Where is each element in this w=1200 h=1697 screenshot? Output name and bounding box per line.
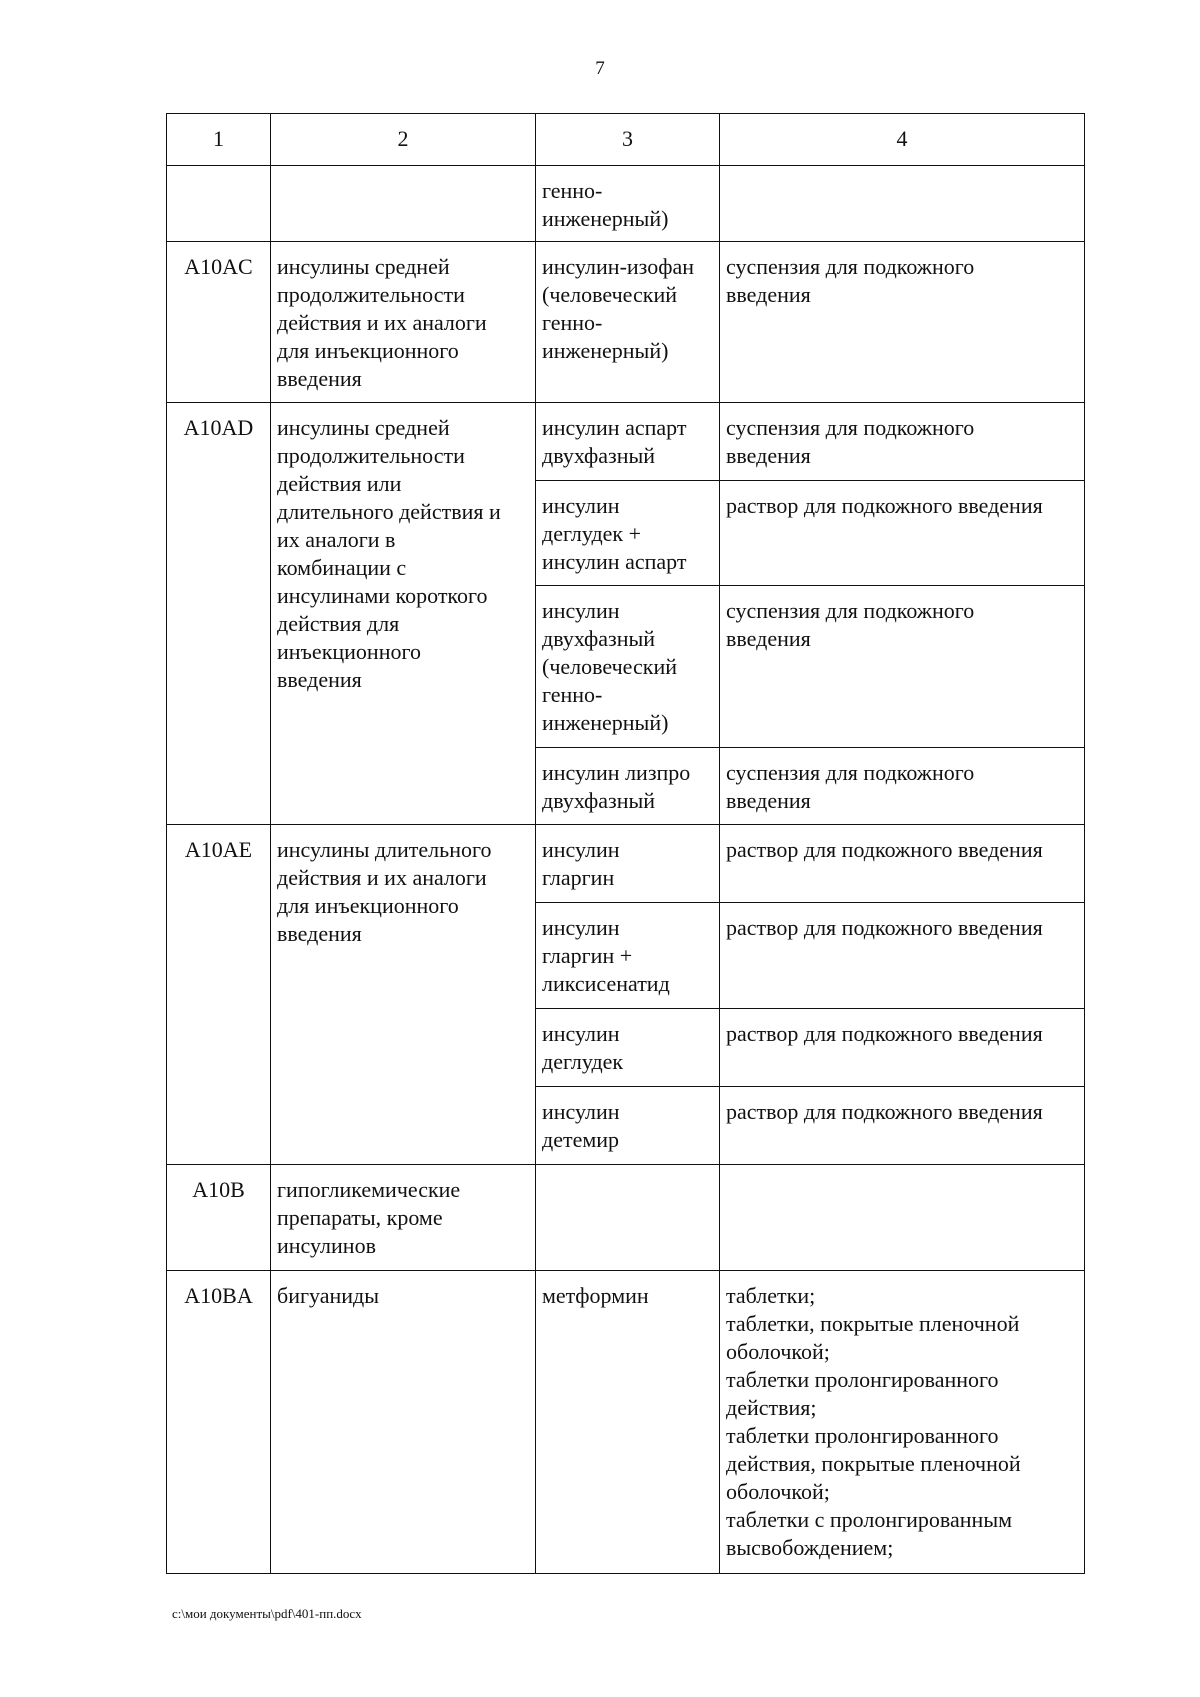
cell-text-line: инсулин bbox=[542, 1099, 620, 1124]
header-cell: 2 bbox=[271, 114, 536, 166]
cell-text-line: введения bbox=[277, 667, 362, 692]
cell-text-line: суспензия для подкожного bbox=[726, 598, 975, 623]
cell-text-line: введения bbox=[726, 788, 811, 813]
drug-cell bbox=[536, 586, 720, 748]
cell-text-line: действия для bbox=[277, 611, 400, 636]
form-cell bbox=[720, 1009, 1085, 1087]
drug-cell bbox=[536, 748, 720, 825]
table-row bbox=[167, 1165, 1085, 1271]
code-cell: A10AC bbox=[167, 242, 271, 403]
cell-text-line: раствор для подкожного введения bbox=[726, 915, 1043, 940]
cell-text-line: введения bbox=[277, 366, 362, 391]
table-row bbox=[167, 403, 1085, 481]
form-cell bbox=[720, 1165, 1085, 1271]
cell-text-line: генно- bbox=[542, 310, 603, 335]
cell-text-line: инженерный) bbox=[542, 206, 669, 231]
cell-text-line: раствор для подкожного введения bbox=[726, 1021, 1043, 1046]
table-row bbox=[167, 242, 1085, 403]
cell-text-line: раствор для подкожного введения bbox=[726, 493, 1043, 518]
table-row bbox=[167, 825, 1085, 903]
group-cell bbox=[271, 403, 536, 825]
footer-file-path: c:\мои документы\pdf\401-пп.docx bbox=[172, 1606, 362, 1621]
cell-text-line: бигуаниды bbox=[277, 1283, 379, 1308]
group-cell bbox=[271, 166, 536, 242]
cell-text-line: (человеческий bbox=[542, 654, 677, 679]
code-cell: A10AD bbox=[167, 403, 271, 825]
cell-text-line: инсулин bbox=[542, 837, 620, 862]
header-cell: 3 bbox=[536, 114, 720, 166]
drug-table bbox=[166, 113, 1085, 1574]
drug-cell bbox=[536, 481, 720, 586]
form-cell bbox=[720, 825, 1085, 903]
cell-text-line: ликсисенатид bbox=[542, 971, 670, 996]
cell-text-line: действия; bbox=[726, 1395, 817, 1420]
cell-text-line: таблетки пролонгированного bbox=[726, 1367, 999, 1392]
group-cell bbox=[271, 242, 536, 403]
header-cell: 4 bbox=[720, 114, 1085, 166]
cell-text-line: двухфазный bbox=[542, 788, 656, 813]
group-cell bbox=[271, 825, 536, 1165]
table-header-row bbox=[167, 114, 1085, 166]
drug-cell bbox=[536, 166, 720, 242]
cell-text-line: таблетки пролонгированного bbox=[726, 1423, 999, 1448]
cell-text-line: генно- bbox=[542, 178, 603, 203]
drug-cell bbox=[536, 1165, 720, 1271]
cell-text-line: инженерный) bbox=[542, 338, 669, 363]
cell-text-line: препараты, кроме bbox=[277, 1205, 443, 1230]
cell-text-line: введения bbox=[726, 443, 811, 468]
cell-text-line: действия и их аналоги bbox=[277, 310, 487, 335]
cell-text-line: длительного действия и bbox=[277, 499, 501, 524]
cell-text-line: суспензия для подкожного bbox=[726, 760, 975, 785]
cell-text-line: инсулины длительного bbox=[277, 837, 492, 862]
page-number: 7 bbox=[595, 58, 605, 79]
cell-text-line: действия и их аналоги bbox=[277, 865, 487, 890]
cell-text-line: инсулин bbox=[542, 598, 620, 623]
cell-text-line: таблетки, покрытые пленочной bbox=[726, 1311, 1020, 1336]
code-cell: A10B bbox=[167, 1165, 271, 1271]
cell-text-line: таблетки с пролонгированным bbox=[726, 1507, 1013, 1532]
cell-text-line: таблетки; bbox=[726, 1283, 816, 1308]
cell-text-line: для инъекционного bbox=[277, 893, 459, 918]
cell-text-line: раствор для подкожного введения bbox=[726, 1099, 1043, 1124]
cell-text-line: продолжительности bbox=[277, 282, 465, 307]
cell-text-line: продолжительности bbox=[277, 443, 465, 468]
header-cell: 1 bbox=[167, 114, 271, 166]
cell-text-line: инсулины средней bbox=[277, 254, 450, 279]
drug-cell bbox=[536, 1009, 720, 1087]
drug-cell bbox=[536, 1087, 720, 1165]
cell-text-line: инсулинов bbox=[277, 1233, 376, 1258]
cell-text-line: двухфазный bbox=[542, 626, 656, 651]
cell-text-line: гипогликемические bbox=[277, 1177, 461, 1202]
drug-cell bbox=[536, 403, 720, 481]
cell-text-line: суспензия для подкожного bbox=[726, 254, 975, 279]
cell-text-line: метформин bbox=[542, 1283, 649, 1308]
cell-text-line: гларгин + bbox=[542, 943, 633, 968]
table-row bbox=[167, 1271, 1085, 1574]
cell-text-line: инсулинами короткого bbox=[277, 583, 488, 608]
group-cell bbox=[271, 1271, 536, 1574]
code-cell: A10BA bbox=[167, 1271, 271, 1574]
cell-text-line: гларгин bbox=[542, 865, 615, 890]
code-cell bbox=[167, 166, 271, 242]
cell-text-line: инсулин bbox=[542, 915, 620, 940]
cell-text-line: инженерный) bbox=[542, 710, 669, 735]
cell-text-line: деглудек + bbox=[542, 521, 642, 546]
cell-text-line: детемир bbox=[542, 1127, 620, 1152]
cell-text-line: деглудек bbox=[542, 1049, 624, 1074]
form-cell bbox=[720, 903, 1085, 1009]
cell-text-line: раствор для подкожного введения bbox=[726, 837, 1043, 862]
form-cell bbox=[720, 166, 1085, 242]
table-row bbox=[167, 166, 1085, 242]
form-cell bbox=[720, 242, 1085, 403]
cell-text-line: инсулины средней bbox=[277, 415, 450, 440]
cell-text-line: оболочкой; bbox=[726, 1479, 830, 1504]
code-cell: A10AE bbox=[167, 825, 271, 1165]
cell-text-line: действия или bbox=[277, 471, 402, 496]
cell-text-line: их аналоги в bbox=[277, 527, 396, 552]
cell-text-line: действия, покрытые пленочной bbox=[726, 1451, 1021, 1476]
form-cell bbox=[720, 481, 1085, 586]
cell-text-line: генно- bbox=[542, 682, 603, 707]
drug-cell bbox=[536, 1271, 720, 1574]
cell-text-line: введения bbox=[277, 921, 362, 946]
cell-text-line: введения bbox=[726, 282, 811, 307]
cell-text-line: двухфазный bbox=[542, 443, 656, 468]
cell-text-line: инсулин аспарт bbox=[542, 415, 687, 440]
drug-cell bbox=[536, 825, 720, 903]
cell-text-line: введения bbox=[726, 626, 811, 651]
form-cell bbox=[720, 403, 1085, 481]
form-cell bbox=[720, 748, 1085, 825]
group-cell bbox=[271, 1165, 536, 1271]
form-cell bbox=[720, 1271, 1085, 1574]
cell-text-line: оболочкой; bbox=[726, 1339, 830, 1364]
cell-text-line: (человеческий bbox=[542, 282, 677, 307]
cell-text-line: для инъекционного bbox=[277, 338, 459, 363]
cell-text-line: инъекционного bbox=[277, 639, 421, 664]
drug-cell bbox=[536, 903, 720, 1009]
cell-text-line: инсулин bbox=[542, 493, 620, 518]
cell-text-line: инсулин лизпро bbox=[542, 760, 691, 785]
drug-cell bbox=[536, 242, 720, 403]
cell-text-line: комбинации с bbox=[277, 555, 407, 580]
cell-text-line: инсулин bbox=[542, 1021, 620, 1046]
form-cell bbox=[720, 586, 1085, 748]
cell-text-line: суспензия для подкожного bbox=[726, 415, 975, 440]
cell-text-line: инсулин-изофан bbox=[542, 254, 695, 279]
cell-text-line: высвобождением; bbox=[726, 1535, 894, 1560]
cell-text-line: инсулин аспарт bbox=[542, 549, 687, 574]
form-cell bbox=[720, 1087, 1085, 1165]
